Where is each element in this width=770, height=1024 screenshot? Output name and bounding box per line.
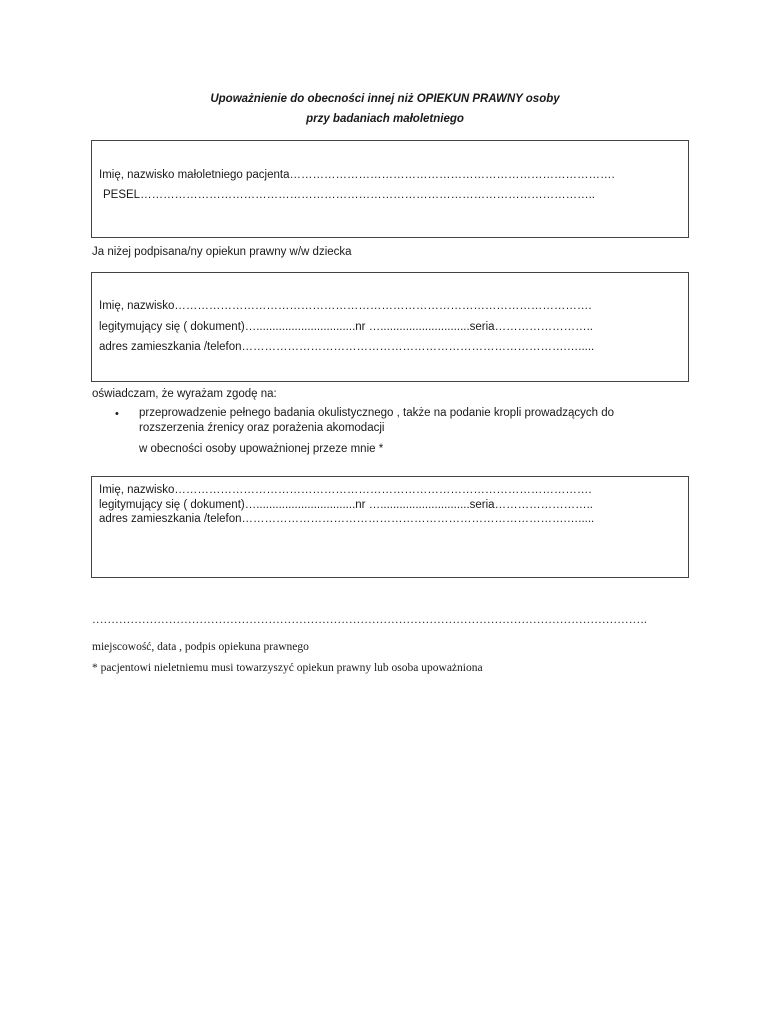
signature-caption: miejscowość, data , podpis opiekuna prawnego (92, 641, 309, 653)
consent-item-line-2: rozszerzenia źrenicy oraz porażenia akomodacji (139, 422, 385, 434)
document-title-line-1: Upoważnienie do obecności innej niż OPIEKUN PRAWNY osoby (210, 93, 560, 105)
authorized-id-document-field[interactable]: legitymujący się ( dokument)…...............................nr …............................seria…………………….. (99, 499, 593, 511)
authorized-name-field[interactable]: Imię, nazwisko………………………………………………………………………………………………. (99, 484, 592, 496)
consent-statement: oświadczam, że wyrażam zgodę na: (92, 388, 277, 400)
bullet-icon: • (115, 408, 119, 420)
authorized-address-phone-field[interactable]: adres zamieszkania /telefon………………………………………………………………………….…..... (99, 513, 595, 525)
document-title-line-2: przy badaniach małoletniego (306, 113, 464, 125)
patient-name-field[interactable]: Imię, nazwisko małoletniego pacjenta…………………………………………………………………………. (99, 169, 615, 181)
guardian-intro-text: Ja niżej podpisana/ny opiekun prawny w/w dziecka (92, 246, 352, 258)
consent-item-line-1: przeprowadzenie pełnego badania okulistycznego , także na podanie kropli prowadzących do (139, 407, 615, 419)
signature-line[interactable]: ………………………………………………………………………………………………………………………………. (92, 614, 647, 626)
guardian-name-field[interactable]: Imię, nazwisko………………………………………………………………………………………………. (99, 300, 592, 312)
guardian-id-document-field[interactable]: legitymujący się ( dokument)…...............................nr …............................seria…………………….. (99, 321, 593, 333)
guardian-address-phone-field[interactable]: adres zamieszkania /telefon………………………………………………………………………….…..... (99, 341, 595, 353)
patient-pesel-field[interactable]: PESEL……………………………………………………………………………………………………….. (103, 189, 595, 201)
presence-statement: w obecności osoby upoważnionej przeze mnie * (139, 443, 384, 455)
footnote: * pacjentowi nieletniemu musi towarzyszyć opiekun prawny lub osoba upoważniona (92, 662, 483, 674)
